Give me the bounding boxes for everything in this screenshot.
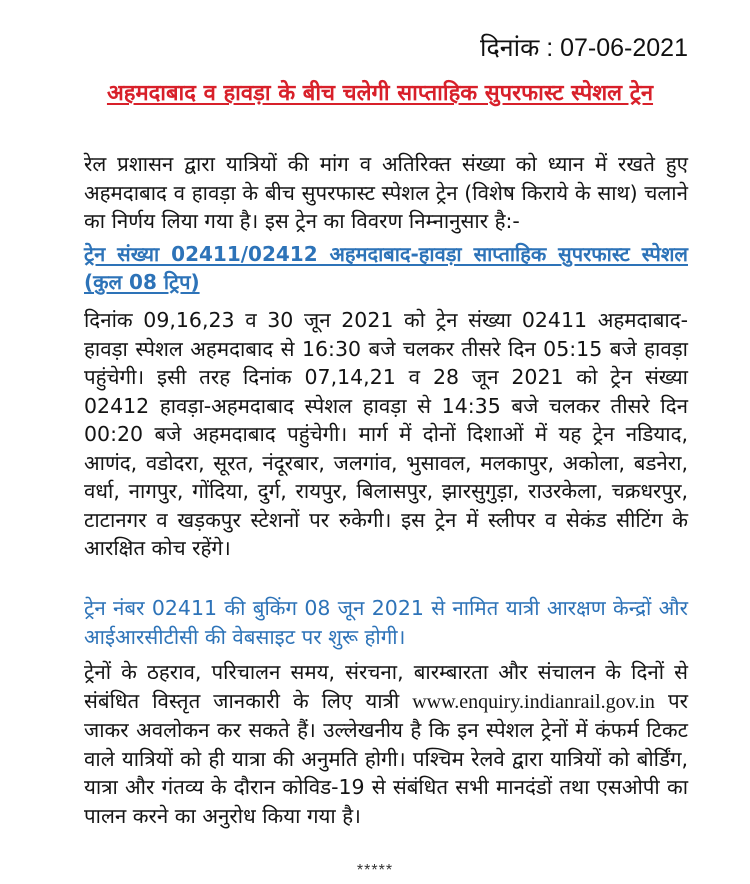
details-text-after-url: पर जाकर अवलोकन कर सकते हैं। उल्लेखनीय है कि इन स्पेशल ट्रेनों में कंफर्म टिकट वाले यात्रियों को ही यात्रा की अनुमति होगी। पश्चिम रेलवे द्वारा यात्रियों को बोर्डिंग, यात्रा और गंतव्य के दौरान कोविड-19 से संबंधित सभी मानदंडों तथा एसओपी का पालन करने का अनुरोध किया गया है। — [84, 688, 689, 828]
train-heading: ट्रेन संख्या 02411/02412 अहमदाबाद-हावड़ा साप्ताहिक सुपरफास्ट स्पेशल (कुल 08 ट्रिप) — [84, 242, 688, 294]
schedule-paragraph: दिनांक 09,16,23 व 30 जून 2021 को ट्रेन संख्या 02411 अहमदाबाद-हावड़ा स्पेशल अहमदाबाद से 16:30 बजे चलकर तीसरे दिन 05:15 बजे हावड़ा पहुंचेगी। इसी तरह दिनांक 07,14,21 व 28 जून 2021 को ट्रेन संख्या 02412 हावड़ा-अहमदाबाद स्पेशल हावड़ा से 14:35 बजे चलकर तीसरे दिन 00:20 बजे अहमदाबाद पहुंचेगी। मार्ग में दोनों दिशाओं में यह ट्रेन नडियाद, आणंद, वडोदरा, सूरत, नंदूरबार, जलगांव, भुसावल, मलकापुर, अकोला, बडनेरा, वर्धा, नागपुर, गोंदिया, दुर्ग, रायपुर, बिलासपुर, झारसुगुड़ा, राउरकेला, चक्रधरपुर, टाटानगर व खड़कपुर स्टेशनों पर रुकेगी। इस ट्रेन में स्लीपर व सेकंड सीटिंग के आरक्षित कोच रहेंगे। — [84, 308, 688, 560]
details-paragraph — [84, 658, 688, 830]
release-date: दिनांक : 07-06-2021 — [479, 34, 688, 62]
details-text-before-url: ट्रेनों के ठहराव, परिचालन समय, संरचना, बारम्बारता और संचालन के दिनों से संबंधित विस्तृत जानकारी के लिए यात्री — [84, 660, 688, 713]
enquiry-url-link[interactable]: www.enquiry.indianrail.gov.in — [412, 690, 655, 713]
booking-paragraph: ट्रेन नंबर 02411 की बुकिंग 08 जून 2021 से नामित यात्री आरक्षण केन्द्रों और आईआरसीटीसी की वेबसाइट पर शुरू होगी। — [84, 596, 688, 649]
intro-paragraph: रेल प्रशासन द्वारा यात्रियों की मांग व अतिरिक्त संख्या को ध्यान में रखते हुए अहमदाबाद व हावड़ा के बीच सुपरफास्ट स्पेशल ट्रेन (विशेष किराये के साथ) चलाने का निर्णय लिया गया है। इस ट्रेन का विवरण निम्नानुसार है:- — [84, 152, 688, 233]
page-title: अहमदाबाद व हावड़ा के बीच चलेगी साप्ताहिक सुपरफास्ट स्पेशल ट्रेन — [106, 81, 654, 106]
end-marker: ***** — [356, 862, 394, 879]
